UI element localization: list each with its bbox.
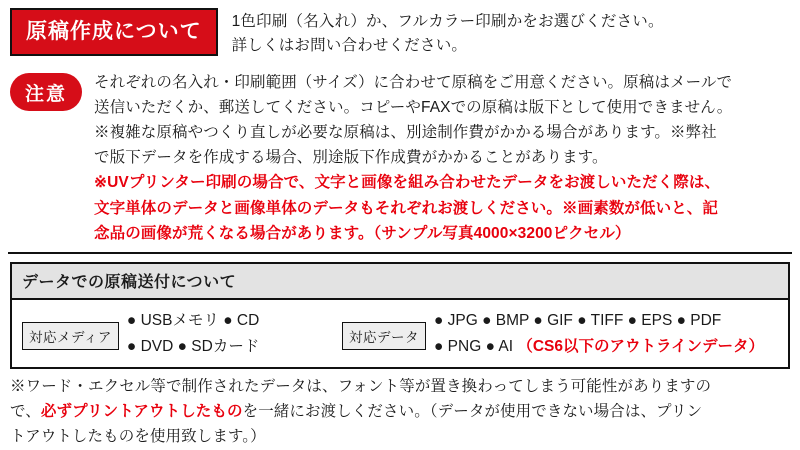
data-box-header: データでの原稿送付について bbox=[12, 264, 788, 300]
supported-data-column bbox=[342, 308, 778, 359]
footnote-line-1: ※ワード・エクセル等で制作されたデータは、フォント等が置き換わってしまう可能性がありますの bbox=[10, 378, 712, 396]
supported-data-list bbox=[434, 308, 764, 359]
footnote-line-2-suffix: を一緒にお渡しください。（データが使用できない場合は、プリン bbox=[242, 402, 703, 420]
supported-data-tag: 対応データ bbox=[342, 322, 426, 350]
media-format-row bbox=[22, 308, 778, 359]
data-line-2-plain: ● PNG ● AI bbox=[434, 337, 518, 355]
footnote-line-2-red: 必ずプリントアウトしたもの bbox=[40, 402, 243, 420]
data-footnote bbox=[10, 375, 790, 449]
supported-media-column bbox=[22, 308, 342, 359]
notice-line-4: で版下データを作成する場合、別途版下作成費がかかることがあります。 bbox=[94, 149, 608, 167]
supported-media-list bbox=[127, 308, 259, 359]
supported-media-tag: 対応メディア bbox=[22, 322, 119, 350]
data-box bbox=[10, 262, 790, 369]
notice-line-5: ※UVプリンター印刷の場合で、文字と画像を組み合わせたデータをお渡しいただく際は、 bbox=[94, 174, 721, 192]
notice-line-3: ※複雑な原稿やつくり直しが必要な原稿は、別途制作費がかかる場合があります。※弊社 bbox=[94, 124, 717, 142]
notice-line-7: 念品の画像が荒くなる場合があります。（サンプル写真4000×3200ピクセル） bbox=[94, 224, 631, 242]
media-line-2: ● DVD ● SDカード bbox=[126, 337, 260, 355]
media-line-1: ● USBメモリ ● CD bbox=[126, 312, 260, 329]
footnote-line-3: トアウトしたものを使用致します。） bbox=[10, 427, 266, 445]
notice-body bbox=[94, 70, 732, 246]
caution-badge: 注意 bbox=[10, 73, 82, 111]
footnote-line-2 bbox=[10, 400, 790, 425]
notice-line-2: 送信いただくか、郵送してください。コピーやFAXでの原稿は版下として使用できません。 bbox=[94, 99, 733, 117]
header-line-2: 詳しくはお問い合わせください。 bbox=[231, 37, 468, 55]
header-description bbox=[232, 8, 664, 58]
notice-row bbox=[10, 70, 790, 246]
manuscript-creation-badge: 原稿作成について bbox=[10, 8, 218, 56]
data-box-body bbox=[12, 300, 788, 367]
data-line-1: ● JPG ● BMP ● GIF ● TIFF ● EPS ● PDF bbox=[434, 312, 722, 329]
data-line-2-red: （CS6以下のアウトラインデータ） bbox=[517, 337, 765, 355]
section-divider bbox=[8, 252, 792, 254]
data-submission-section bbox=[10, 262, 790, 450]
footnote-line-2-prefix: で、 bbox=[10, 402, 41, 420]
data-line-2 bbox=[434, 334, 764, 360]
notice-line-6: 文字単体のデータと画像単体のデータもそれぞれお渡しください。※画素数が低いと、記 bbox=[94, 199, 719, 217]
notice-line-1: それぞれの名入れ・印刷範囲（サイズ）に合わせて原稿をご用意ください。原稿はメールで bbox=[94, 74, 733, 92]
header-line-1: 1色印刷（名入れ）か、フルカラー印刷かをお選びください。 bbox=[231, 13, 664, 30]
title-row bbox=[10, 8, 790, 58]
